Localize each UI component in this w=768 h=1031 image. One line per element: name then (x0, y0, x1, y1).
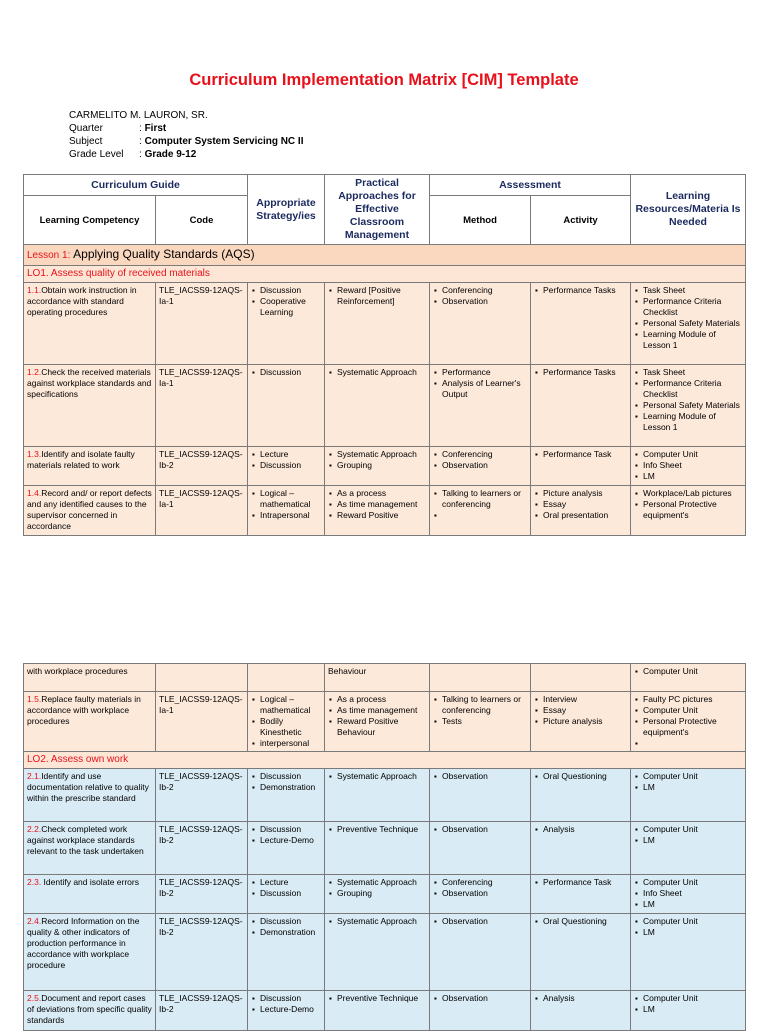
table-row (24, 692, 746, 752)
competency-number: 2.1. (27, 771, 42, 781)
list-item: ▪ As a process (337, 694, 426, 705)
page-gap (0, 537, 768, 663)
list-item: ▪ Conferencing (442, 877, 527, 888)
code-cell: TLE_IACSS9-12AQS-Ia-1 (156, 692, 248, 752)
activity-cell (531, 822, 631, 875)
list-item: ▪ Conferencing (442, 449, 527, 460)
list-item: ▪ Performance Criteria Checklist (643, 378, 742, 400)
list-item: ▪ Personal Safety Materials (643, 400, 742, 411)
list-item: ▪ Analysis (543, 993, 627, 1004)
meta-value: Computer System Servicing NC II (144, 136, 304, 147)
list-item: ▪ Task Sheet (643, 285, 742, 296)
list-item: ▪ Tests (442, 716, 527, 727)
resources-cell (631, 875, 746, 914)
header-practical-approaches: Practical Approaches for Effective Classroom Management (325, 175, 430, 245)
list-item: ▪ LM (643, 835, 742, 846)
approach-cell (325, 283, 430, 365)
list-item: ▪ Task Sheet (643, 367, 742, 378)
list-item: ▪ Reward Positive (337, 510, 426, 521)
competency-cell (24, 914, 156, 991)
approach-cell (325, 692, 430, 752)
list-item: ▪ Computer Unit (643, 824, 742, 835)
approach-cell (325, 486, 430, 536)
method-cell (430, 283, 531, 365)
header-assessment: Assessment (430, 175, 631, 196)
meta-grade-level: Grade Level : Grade 9-12 (69, 149, 197, 160)
resources-cell (631, 769, 746, 822)
list-item: ▪ Grouping (337, 888, 426, 899)
header-curriculum-guide: Curriculum Guide (24, 175, 248, 196)
method-cell (430, 692, 531, 752)
list-item: ▪ Analysis of Learner's Output (442, 378, 527, 400)
header-strategy: Appropriate Strategy/ies (248, 175, 325, 245)
list-item: ▪ Systematic Approach (337, 367, 426, 378)
table-row (24, 769, 746, 822)
competency-number: 1.3. (27, 449, 42, 459)
strategy-cell (248, 692, 325, 752)
competency-number: 2.2. (27, 824, 42, 834)
resources-cell (631, 283, 746, 365)
table-row (24, 283, 746, 365)
activity-cell (531, 283, 631, 365)
list-item: ▪ As time management (337, 705, 426, 716)
list-item: ▪ Demonstration (260, 782, 321, 793)
table-row (24, 365, 746, 447)
competency-text: Record Information on the quality & other indicators of production performance in accordance with workplace procedure (27, 916, 140, 970)
approach-cell (325, 822, 430, 875)
list-item: ▪ Oral presentation (543, 510, 627, 521)
method-cell (430, 486, 531, 536)
competency-number: 2.4. (27, 916, 42, 926)
list-item: ▪ Analysis (543, 824, 627, 835)
continued-approach: Behaviour (325, 664, 430, 692)
list-item: ▪ Info Sheet (643, 888, 742, 899)
code-cell: TLE_IACSS9-12AQS-Ib-2 (156, 914, 248, 991)
list-item: ▪ Personal Protective equipment's (643, 716, 742, 738)
activity-cell (531, 692, 631, 752)
table-row (24, 486, 746, 536)
list-item: ▪ Systematic Approach (337, 771, 426, 782)
list-item: ▪ Learning Module of Lesson 1 (643, 329, 742, 351)
code-cell: TLE_IACSS9-12AQS-Ib-2 (156, 875, 248, 914)
approach-cell (325, 769, 430, 822)
list-item: ▪ Performance Tasks (543, 285, 627, 296)
list-item: ▪ LM (643, 1004, 742, 1015)
list-item: ▪ Talking to learners or conferencing (442, 488, 527, 510)
competency-number: 2.5. (27, 993, 42, 1003)
competency-cell (24, 365, 156, 447)
competency-text: Identify and isolate faulty materials related to work (27, 449, 135, 470)
list-item: ▪ Info Sheet (643, 460, 742, 471)
competency-cell (24, 486, 156, 536)
document-title: Curriculum Implementation Matrix [CIM] Template (189, 71, 579, 89)
method-cell (430, 769, 531, 822)
curriculum-table-page-1 (23, 174, 746, 536)
list-item: ▪ Reward Positive Behaviour (337, 716, 426, 738)
code-cell: TLE_IACSS9-12AQS-Ia-1 (156, 365, 248, 447)
resources-cell (631, 365, 746, 447)
list-item: ▪ Discussion (260, 367, 321, 378)
code-cell: TLE_IACSS9-12AQS-Ib-2 (156, 991, 248, 1031)
list-item: ▪ interpersonal (260, 738, 321, 749)
competency-text: Identify and isolate errors (41, 877, 139, 887)
list-item: ▪ Workplace/Lab pictures (643, 488, 742, 499)
competency-text: Replace faulty materials in accordance with workplace procedures (27, 694, 141, 726)
list-item: ▪ Cooperative Learning (260, 296, 321, 318)
meta-subject: Subject : Computer System Servicing NC II (69, 136, 304, 147)
list-item: ▪ Oral Questioning (543, 771, 627, 782)
strategy-cell (248, 769, 325, 822)
method-cell (430, 822, 531, 875)
code-cell: TLE_IACSS9-12AQS-Ib-2 (156, 769, 248, 822)
list-item: ▪ Talking to learners or conferencing (442, 694, 527, 716)
list-item: ▪ Lecture-Demo (260, 835, 321, 846)
empty-cell (430, 664, 531, 692)
meta-label: Grade Level (69, 149, 124, 160)
resources-cell (631, 692, 746, 752)
list-item: ▪ Observation (442, 296, 527, 307)
table-row (24, 447, 746, 486)
list-item: ▪ Logical – mathematical (260, 694, 321, 716)
competency-text: Identify and use documentation relative to quality within the prescribe standard (27, 771, 149, 803)
competency-number: 1.4. (27, 488, 42, 498)
activity-cell (531, 365, 631, 447)
header-code: Code (156, 196, 248, 245)
competency-number: 2.3. (27, 877, 42, 887)
approach-cell (325, 365, 430, 447)
competency-text: Document and report cases of deviations from specific quality standards (27, 993, 152, 1025)
table-row (24, 875, 746, 914)
competency-number: 1.2. (27, 367, 42, 377)
strategy-cell (248, 914, 325, 991)
meta-label: Subject (69, 136, 103, 147)
code-cell: TLE_IACSS9-12AQS-Ia-1 (156, 486, 248, 536)
competency-cell (24, 875, 156, 914)
lesson-1-row (24, 245, 746, 266)
list-item: ▪ Performance Tasks (543, 367, 627, 378)
list-item: ▪ Performance Criteria Checklist (643, 296, 742, 318)
resources-cell (631, 486, 746, 536)
resources-cell (631, 914, 746, 991)
list-item: ▪ Discussion (260, 460, 321, 471)
list-item: ▪ Computer Unit (643, 449, 742, 460)
curriculum-table-page-2 (23, 663, 746, 1031)
strategy-cell (248, 447, 325, 486)
method-cell (430, 991, 531, 1031)
approach-cell (325, 875, 430, 914)
list-item: ▪ Performance Task (543, 449, 627, 460)
list-item: ▪ Intrapersonal (260, 510, 321, 521)
list-item: ▪ Discussion (260, 916, 321, 927)
list-item: ▪ Personal Safety Materials (643, 318, 742, 329)
list-item: ▪ Picture analysis (543, 488, 627, 499)
strategy-cell (248, 486, 325, 536)
list-item: ▪ Discussion (260, 824, 321, 835)
competency-text: Check the received materials against workplace standards and specifications (27, 367, 152, 399)
list-item: ▪ LM (643, 471, 742, 482)
list-item: ▪ Computer Unit (643, 916, 742, 927)
list-item: ▪ Essay (543, 705, 627, 716)
list-item: ▪ Oral Questioning (543, 916, 627, 927)
activity-cell (531, 769, 631, 822)
list-item: ▪ Picture analysis (543, 716, 627, 727)
list-item: ▪ Preventive Technique (337, 824, 426, 835)
author-name: CARMELITO M. LAURON, SR. (69, 110, 208, 121)
approach-cell (325, 447, 430, 486)
resources-cell (631, 991, 746, 1031)
competency-cell (24, 822, 156, 875)
lo2-row: LO2. Assess own work (24, 752, 746, 769)
list-item: ▪ Learning Module of Lesson 1 (643, 411, 742, 433)
meta-quarter: Quarter : First (69, 123, 167, 134)
header-learning-competency: Learning Competency (24, 196, 156, 245)
activity-cell (531, 875, 631, 914)
continued-resource (631, 664, 746, 692)
strategy-cell (248, 991, 325, 1031)
lesson-title: Applying Quality Standards (AQS) (73, 247, 255, 261)
list-item: ▪ Systematic Approach (337, 449, 426, 460)
list-item: ▪ Lecture (260, 877, 321, 888)
resources-cell (631, 822, 746, 875)
approach-cell (325, 914, 430, 991)
lesson-prefix: Lesson 1: (27, 250, 71, 261)
list-item: ▪ Observation (442, 771, 527, 782)
list-item: ▪ Computer Unit (643, 705, 742, 716)
table-row (24, 914, 746, 991)
list-item: ▪ Bodily Kinesthetic (260, 716, 321, 738)
activity-cell (531, 914, 631, 991)
lo1-row: LO1. Assess quality of received materials (24, 266, 746, 283)
list-item: ▪ Grouping (337, 460, 426, 471)
list-item: ▪ Personal Protective equipment's (643, 499, 742, 521)
list-item: ▪ Systematic Approach (337, 877, 426, 888)
list-item: ▪ LM (643, 927, 742, 938)
activity-cell (531, 486, 631, 536)
competency-cell (24, 769, 156, 822)
activity-cell (531, 991, 631, 1031)
list-item: ▪ As a process (337, 488, 426, 499)
competency-cell (24, 692, 156, 752)
list-item: ▪ Computer Unit (643, 666, 742, 677)
competency-text: Obtain work instruction in accordance with standard operating procedures (27, 285, 137, 317)
continued-competency: with workplace procedures (24, 664, 156, 692)
header-learning-resources: Learning Resources/Materia Is Needed (631, 175, 746, 245)
approach-cell (325, 991, 430, 1031)
strategy-cell (248, 283, 325, 365)
list-item: ▪ Performance (442, 367, 527, 378)
list-item: ▪ Discussion (260, 993, 321, 1004)
header-activity: Activity (531, 196, 631, 245)
strategy-cell (248, 822, 325, 875)
competency-number: 1.1. (27, 285, 42, 295)
list-item: ▪ Computer Unit (643, 877, 742, 888)
resources-cell (631, 447, 746, 486)
list-item: ▪ Logical – mathematical (260, 488, 321, 510)
competency-cell (24, 283, 156, 365)
empty-cell (531, 664, 631, 692)
list-item: ▪ Conferencing (442, 285, 527, 296)
header-method: Method (430, 196, 531, 245)
list-item: ▪ Observation (442, 460, 527, 471)
competency-text: Check completed work against workplace standards relevant to the task undertaken (27, 824, 144, 856)
method-cell (430, 914, 531, 991)
list-item: ▪ Observation (442, 916, 527, 927)
list-item: ▪ Essay (543, 499, 627, 510)
competency-cell (24, 991, 156, 1031)
list-item: ▪ Lecture (260, 449, 321, 460)
list-item: ▪ Discussion (260, 888, 321, 899)
competency-number: 1.5. (27, 694, 42, 704)
list-item: ▪ Performance Task (543, 877, 627, 888)
list-item: ▪ LM (643, 899, 742, 910)
method-cell (430, 365, 531, 447)
list-item: ▪ Observation (442, 824, 527, 835)
list-item: ▪ As time management (337, 499, 426, 510)
method-cell (430, 875, 531, 914)
list-item: ▪ LM (643, 782, 742, 793)
list-item: ▪ Systematic Approach (337, 916, 426, 927)
code-cell: TLE_IACSS9-12AQS-Ib-2 (156, 822, 248, 875)
code-cell: TLE_IACSS9-12AQS-Ia-1 (156, 283, 248, 365)
activity-cell (531, 447, 631, 486)
list-item: ▪ Reward [Positive Reinforcement] (337, 285, 426, 307)
meta-value: Grade 9-12 (144, 149, 197, 160)
strategy-cell (248, 365, 325, 447)
table-row (24, 822, 746, 875)
empty-cell (248, 664, 325, 692)
list-item: ▪ Computer Unit (643, 771, 742, 782)
strategy-cell (248, 875, 325, 914)
list-item: ▪ Preventive Technique (337, 993, 426, 1004)
meta-value: First (144, 123, 167, 134)
table-row (24, 991, 746, 1031)
list-item: ▪ Interview (543, 694, 627, 705)
list-item: ▪ Lecture-Demo (260, 1004, 321, 1015)
empty-cell (156, 664, 248, 692)
list-item: ▪ Discussion (260, 771, 321, 782)
list-item: ▪ Discussion (260, 285, 321, 296)
list-item: ▪ Observation (442, 993, 527, 1004)
method-cell (430, 447, 531, 486)
code-cell: TLE_IACSS9-12AQS-Ib-2 (156, 447, 248, 486)
list-item: ▪ Demonstration (260, 927, 321, 938)
list-item: ▪ Computer Unit (643, 993, 742, 1004)
competency-cell (24, 447, 156, 486)
meta-label: Quarter (69, 123, 103, 134)
list-item: ▪ Observation (442, 888, 527, 899)
list-item: ▪ Faulty PC pictures (643, 694, 742, 705)
competency-text: Record and/ or report defects and any identified causes to the supervisor concerned in accordance (27, 488, 152, 531)
